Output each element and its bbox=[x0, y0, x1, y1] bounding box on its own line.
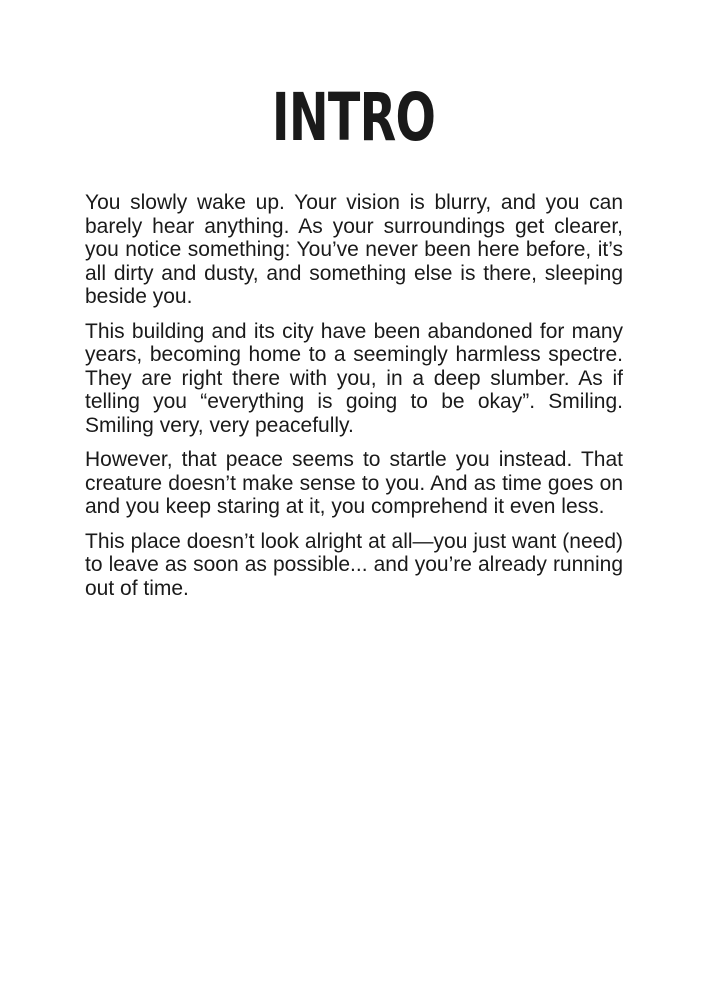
page-title: INTRO bbox=[271, 79, 436, 156]
paragraph-1: You slowly wake up. Your vision is blurry, and you can barely hear anything. As your surroundings get clearer, you notice something: You’ve never been here before, it’s all dirty and dusty, and something else is there, sleeping beside you. bbox=[85, 191, 623, 308]
intro-body bbox=[85, 191, 623, 611]
paragraph-2: This building and its city have been abandoned for many years, becoming home to a seemingly harmless spectre. They are right there with you, in a deep slumber. As if telling you “everything is going to be okay”. Smiling. Smiling very, very peacefully. bbox=[85, 319, 623, 437]
paragraph-4: This place doesn’t look alright at all—you just want (need) to leave as soon as possible... and you’re already running out of time. bbox=[85, 529, 623, 600]
paragraph-3: However, that peace seems to startle you instead. That creature doesn’t make sense to you. And as time goes on and you keep staring at it, you comprehend it even less. bbox=[85, 448, 623, 518]
